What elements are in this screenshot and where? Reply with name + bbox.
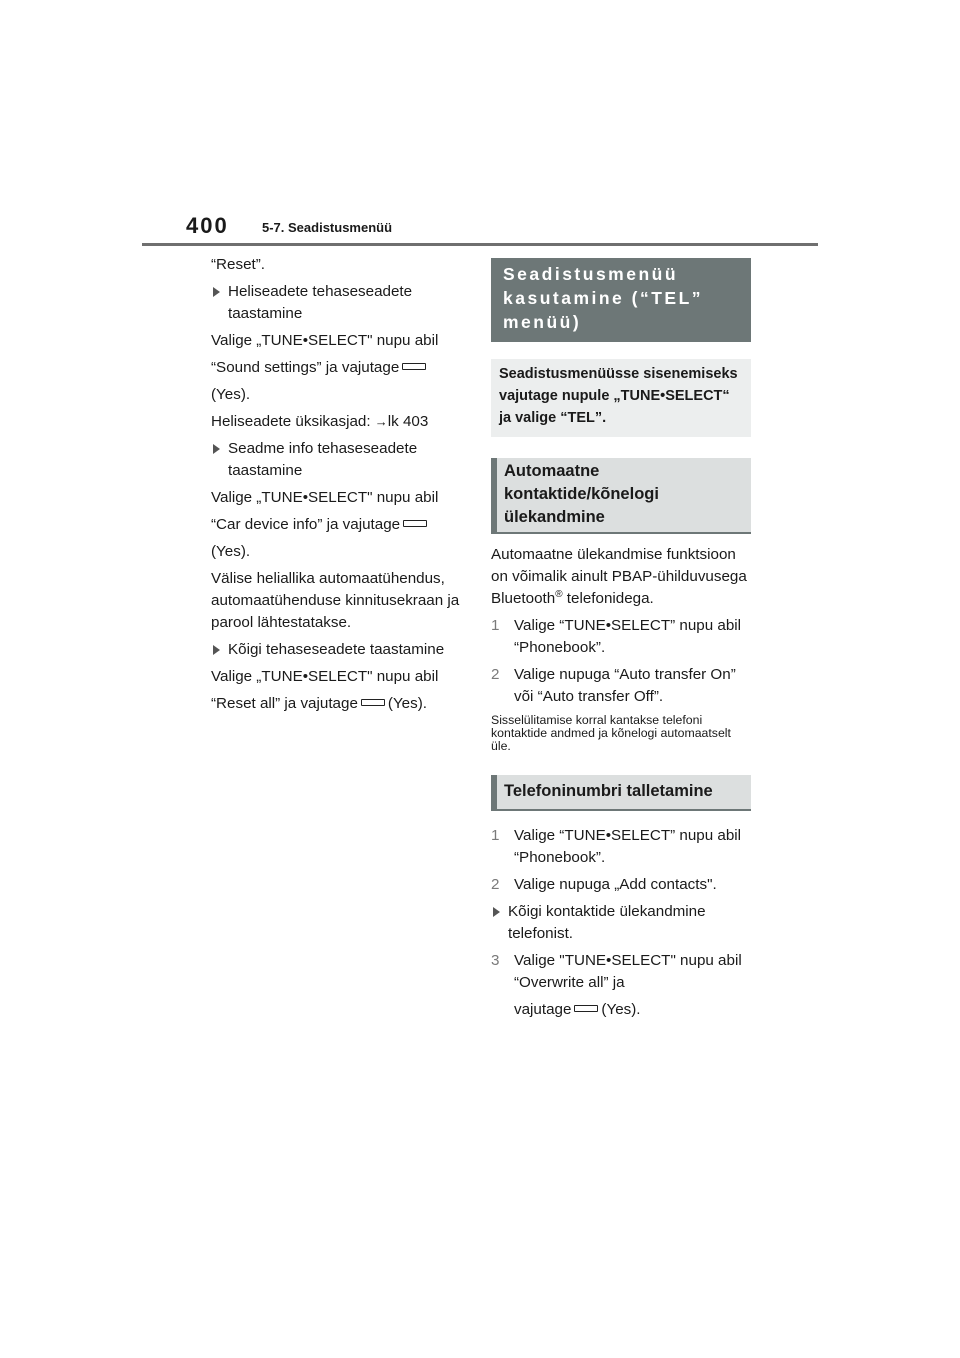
bullet-text: Heliseadete tehaseseadete taastamine <box>228 283 413 322</box>
step-number: 2 <box>491 876 500 893</box>
text-span: (Yes). <box>387 695 428 712</box>
sound-reset-bullet <box>211 281 469 325</box>
intro-box: Seadistusmenüüsse sisenemiseks vajutage nupule „TUNE•SELECT“ ja valige “TEL”. <box>491 359 751 437</box>
text-line: Valige „TUNE•SELECT" nupu abil <box>211 332 439 349</box>
text-span: vajutage <box>514 1001 572 1018</box>
text-line <box>211 357 469 379</box>
left-column <box>211 254 469 720</box>
triangle-bullet-icon <box>213 645 220 655</box>
step-number: 1 <box>491 617 500 634</box>
auto-transfer-text <box>491 544 751 610</box>
step-text-line <box>514 999 751 1021</box>
step-text: Valige nupuga “Auto transfer On” või “Auto transfer Off”. <box>514 666 736 705</box>
save-number-heading: Telefoninumbri talletamine <box>491 775 751 811</box>
text-line <box>211 693 469 715</box>
step-item <box>491 615 751 659</box>
main-section-heading: Seadistusmenüü kasutamine (“TEL” menüü) <box>491 258 751 342</box>
text-span: Heliseadete üksikasjad: <box>211 413 371 430</box>
text-span: “Sound settings” ja vajutage <box>211 359 400 376</box>
text-span: “Car device info” ja vajutage <box>211 516 401 533</box>
triangle-bullet-icon <box>213 444 220 454</box>
step-item <box>491 664 751 708</box>
confirm-button-icon <box>361 699 385 706</box>
confirm-button-icon <box>574 1005 598 1012</box>
device-reset-bullet <box>211 438 469 482</box>
page-reference-link[interactable]: lk 403 <box>387 413 429 430</box>
step-item <box>491 825 751 869</box>
step-item <box>491 950 751 1021</box>
header-rule <box>142 243 818 246</box>
step-text: Valige "TUNE•SELECT" nupu abil “Overwrite all” ja <box>514 952 742 991</box>
step-number: 1 <box>491 827 500 844</box>
text-span: “Reset all” ja vajutage <box>211 695 358 712</box>
bullet-text: Kõigi kontaktide ülekandmine telefonist. <box>508 903 706 942</box>
text-span: (Yes). <box>601 1001 641 1018</box>
auto-transfer-heading: Automaatne kontaktide/kõnelogi ülekandmine <box>491 458 751 534</box>
text-span: telefonidega. <box>566 590 654 607</box>
right-column <box>491 258 751 1026</box>
step-text: Valige “TUNE•SELECT” nupu abil “Phonebook”. <box>514 827 742 866</box>
section-title: 5-7. Seadistusmenüü <box>262 220 393 235</box>
device-note: Välise heliallika automaatühendus, automaatühenduse kinnitusekraan ja parool lähtestatakse. <box>211 570 460 631</box>
bullet-text: Seadme info tehaseseadete taastamine <box>228 440 418 479</box>
step-item <box>491 874 751 896</box>
details-reference <box>211 411 469 433</box>
step-number: 3 <box>491 952 500 969</box>
bullet-text: Kõigi tehaseseadete taastamine <box>228 641 445 658</box>
text-line <box>211 514 469 536</box>
step-text: Valige nupuga „Add contacts". <box>514 876 717 893</box>
text-line: (Yes). <box>211 543 251 560</box>
text-line: Valige „TUNE•SELECT" nupu abil <box>211 668 439 685</box>
reset-line: “Reset”. <box>211 256 266 273</box>
registered-mark: ® <box>555 588 563 600</box>
confirm-button-icon <box>403 520 427 527</box>
transfer-all-bullet <box>491 901 751 945</box>
auto-transfer-note: Sisselülitamise korral kantakse telefoni kontaktide andmed ja kõnelogi automaatselt üle. <box>491 713 731 753</box>
text-span: Automaatne ülekandmise funktsioon on võimalik ainult PBAP-ühilduvusega Bluetooth <box>491 546 747 607</box>
triangle-bullet-icon <box>493 907 500 917</box>
step-number: 2 <box>491 666 500 683</box>
text-line: Valige „TUNE•SELECT" nupu abil <box>211 489 439 506</box>
text-line: (Yes). <box>211 386 251 403</box>
arrow-right-icon: → <box>374 414 388 429</box>
page-number: 400 <box>186 213 229 238</box>
step-text: Valige “TUNE•SELECT” nupu abil “Phonebook”. <box>514 617 742 656</box>
confirm-button-icon <box>402 363 426 370</box>
all-reset-bullet <box>211 639 469 661</box>
triangle-bullet-icon <box>213 287 220 297</box>
